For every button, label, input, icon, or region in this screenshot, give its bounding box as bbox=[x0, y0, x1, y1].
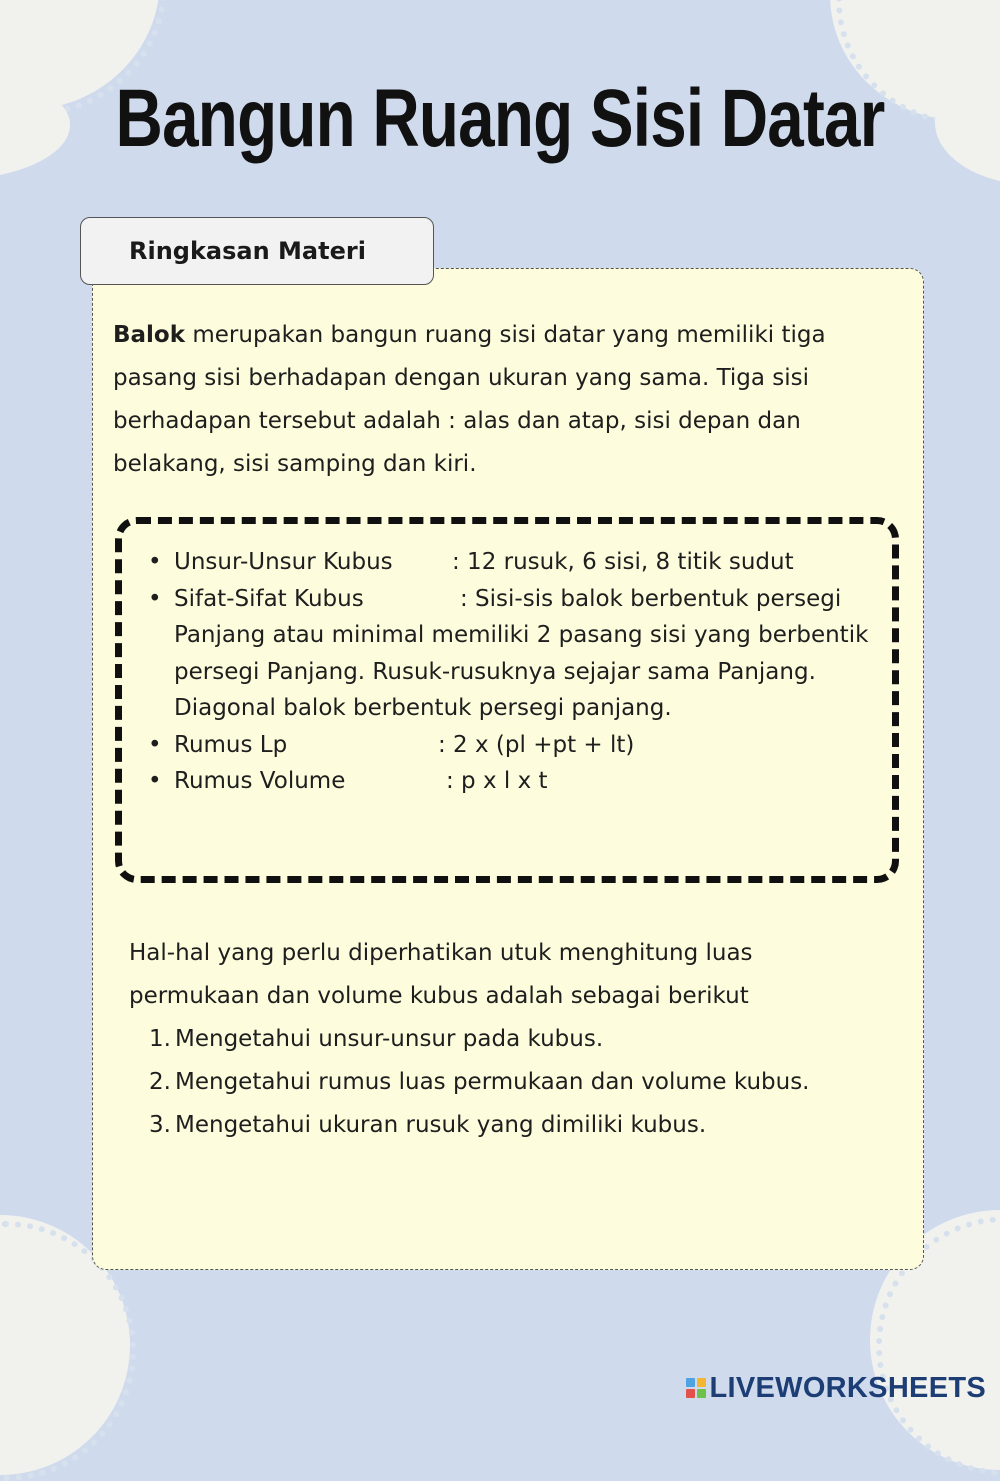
page-title: Bangun Ruang Sisi Datar bbox=[115, 73, 885, 164]
fact-label: Unsur-Unsur Kubus bbox=[174, 549, 393, 575]
fact-label: Rumus Volume bbox=[174, 768, 346, 794]
bullet-icon: • bbox=[148, 731, 162, 758]
section-tab-label: Ringkasan Materi bbox=[129, 237, 366, 265]
fact-value: : 12 rusuk, 6 sisi, 8 titik sudut bbox=[452, 549, 794, 575]
fact-value: : p x l x t bbox=[446, 768, 548, 794]
liveworksheets-logo[interactable] bbox=[686, 1372, 987, 1404]
step-number: 1. bbox=[149, 1026, 171, 1052]
facts-box bbox=[115, 517, 899, 883]
fact-item-sifat bbox=[148, 581, 894, 727]
fact-item-rumus-volume bbox=[148, 763, 894, 800]
step-item bbox=[129, 1018, 889, 1061]
steps-list bbox=[129, 1018, 889, 1147]
fact-value: : Sisi-sis balok berbentuk persegi Panjang atau minimal memiliki 2 pasang sisi yang berbentik persegi Panjang. Rusuk-rusuknya sejajar sama Panjang. Diagonal balok berbentuk persegi panjang. bbox=[174, 585, 869, 721]
intro-keyword: Balok bbox=[113, 322, 186, 348]
bullet-icon: • bbox=[148, 549, 162, 575]
section-tab bbox=[80, 217, 434, 285]
step-number: 2. bbox=[149, 1069, 171, 1095]
intro-paragraph bbox=[113, 314, 903, 486]
logo-square bbox=[686, 1378, 695, 1387]
liveworksheets-logo-icon bbox=[686, 1378, 706, 1398]
notes-section bbox=[129, 932, 889, 1147]
summary-panel bbox=[92, 268, 924, 1270]
intro-text: merupakan bangun ruang sisi datar yang memiliki tiga pasang sisi berhadapan dengan ukuran yang sama. Tiga sisi berhadapan tersebut adalah : alas dan atap, sisi depan dan belakang, sisi samping dan kiri. bbox=[113, 322, 826, 477]
step-number: 3. bbox=[149, 1112, 171, 1138]
fact-value: : 2 x (pl +pt + lt) bbox=[438, 731, 635, 758]
facts-list bbox=[148, 544, 894, 800]
step-text: Mengetahui ukuran rusuk yang dimiliki kubus. bbox=[175, 1112, 707, 1138]
step-item bbox=[129, 1061, 889, 1104]
logo-square bbox=[697, 1378, 706, 1387]
bullet-icon: • bbox=[148, 585, 162, 612]
logo-square bbox=[686, 1389, 695, 1398]
notes-intro: Hal-hal yang perlu diperhatikan utuk menghitung luas permukaan dan volume kubus adalah sebagai berikut bbox=[129, 940, 753, 1009]
fact-item-rumus-lp bbox=[148, 727, 894, 764]
fact-label: Sifat-Sifat Kubus bbox=[174, 585, 364, 612]
fact-item-unsur bbox=[148, 544, 894, 581]
bullet-icon: • bbox=[148, 768, 162, 794]
step-text: Mengetahui unsur-unsur pada kubus. bbox=[175, 1026, 604, 1052]
step-text: Mengetahui rumus luas permukaan dan volume kubus. bbox=[175, 1069, 810, 1095]
step-item bbox=[129, 1104, 889, 1147]
fact-label: Rumus Lp bbox=[174, 731, 288, 758]
logo-square bbox=[697, 1389, 706, 1398]
liveworksheets-logo-text: LIVEWORKSHEETS bbox=[709, 1371, 986, 1404]
